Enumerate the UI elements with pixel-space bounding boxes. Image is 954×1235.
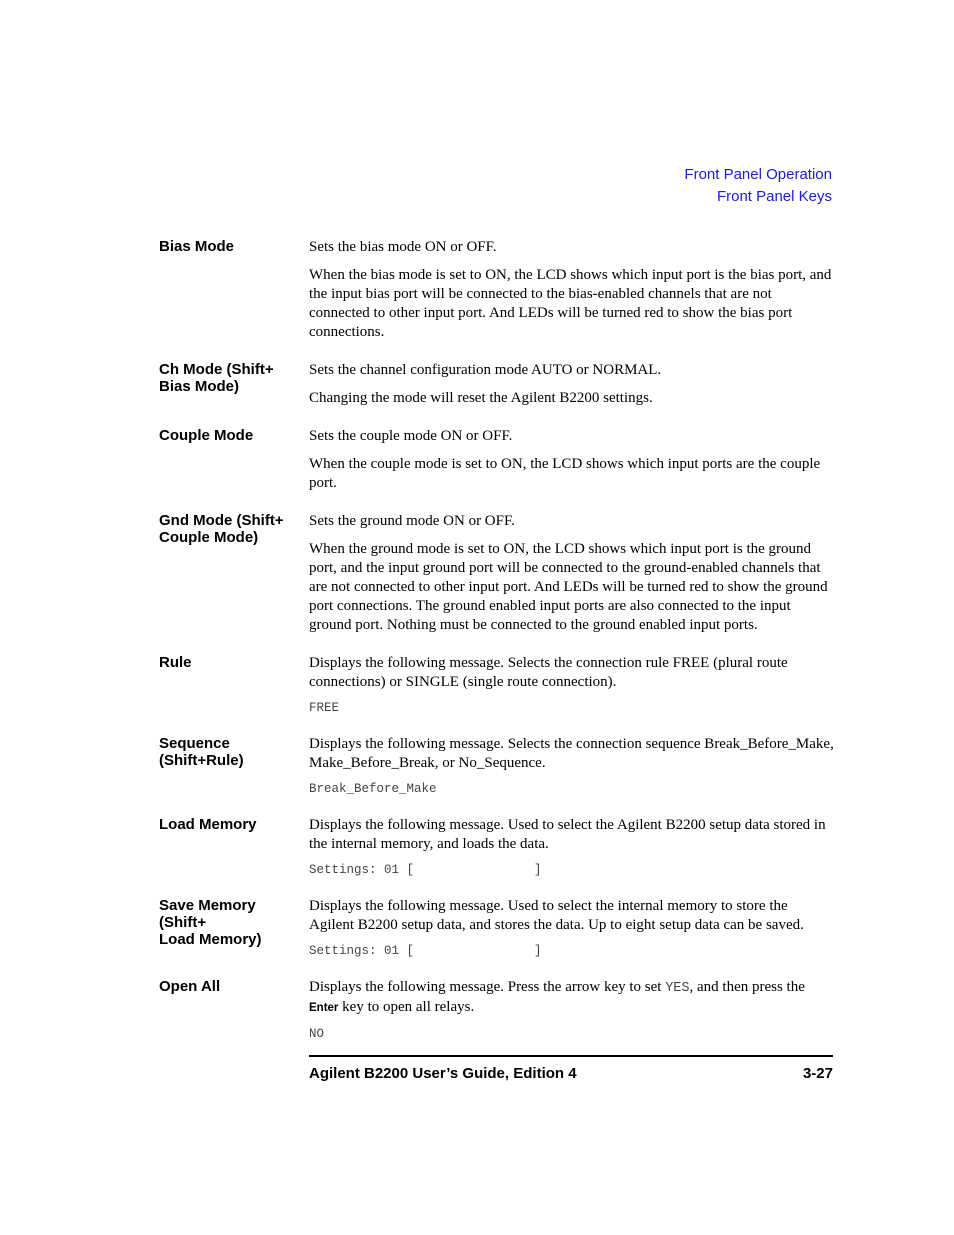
description: Displays the following message. Selects the connection sequence Break_Before_Make, Make_Before_Break, or No_Sequence. <box>309 736 834 771</box>
lcd-message: Settings: 01 [ ] <box>309 944 542 958</box>
term-ch-mode <box>159 361 299 395</box>
entry-ch-mode <box>159 361 834 408</box>
entry-open-all <box>159 978 834 1042</box>
description: Changing the mode will reset the Agilent B2200 settings. <box>309 390 653 406</box>
term-couple-mode: Couple Mode <box>159 427 254 444</box>
term-line: Bias Mode) <box>159 378 240 395</box>
description: Displays the following message. Used to select the Agilent B2200 setup data stored in the internal memory, and loads the data. <box>309 817 826 852</box>
running-header <box>684 164 832 208</box>
term-line: Ch Mode (Shift+ <box>159 361 274 378</box>
term-line: (Shift+ <box>159 914 207 931</box>
entry-save-memory <box>159 897 834 959</box>
description-text: Displays the following message. Press the arrow key to set <box>309 979 662 995</box>
header-link-front-panel-operation[interactable]: Front Panel Operation <box>684 166 832 183</box>
description: Sets the bias mode ON or OFF. <box>309 239 497 255</box>
entry-sequence <box>159 735 834 797</box>
description-text: key to open all relays. <box>342 999 475 1015</box>
lcd-message: Break_Before_Make <box>309 782 437 796</box>
description: When the couple mode is set to ON, the LCD shows which input ports are the couple port. <box>309 456 821 491</box>
term-bias-mode: Bias Mode <box>159 238 235 255</box>
description: When the bias mode is set to ON, the LCD shows which input port is the bias port, and the input bias port will be connected to the bias-enabled channels that are not connected to other input port. And LEDs will be turned red to show the bias port connections. <box>309 267 832 340</box>
term-load-memory: Load Memory <box>159 816 257 833</box>
term-line: Load Memory) <box>159 931 262 948</box>
term-line: Save Memory <box>159 897 256 914</box>
description <box>309 978 834 1018</box>
term-open-all: Open All <box>159 978 221 995</box>
entry-couple-mode <box>159 427 834 493</box>
term-line: Gnd Mode (Shift+ <box>159 512 284 529</box>
entry-gnd-mode <box>159 512 834 635</box>
enter-key-label: Enter <box>309 1002 339 1014</box>
term-line: (Shift+Rule) <box>159 752 244 769</box>
lcd-message: NO <box>309 1027 325 1041</box>
description-text: , and then press the <box>689 979 805 995</box>
page-footer <box>309 1055 833 1082</box>
footer-title: Agilent B2200 User’s Guide, Edition 4 <box>309 1065 577 1082</box>
page-number: 3-27 <box>802 1065 833 1082</box>
term-line: Couple Mode) <box>159 529 259 546</box>
term-rule: Rule <box>159 654 192 671</box>
term-line: Sequence <box>159 735 230 752</box>
header-link-front-panel-keys[interactable]: Front Panel Keys <box>716 188 832 205</box>
description: Sets the ground mode ON or OFF. <box>309 513 515 529</box>
term-sequence <box>159 735 299 769</box>
key-definitions <box>159 238 834 1042</box>
entry-rule <box>159 654 834 716</box>
entry-bias-mode <box>159 238 834 342</box>
description: Sets the couple mode ON or OFF. <box>309 428 513 444</box>
lcd-message: Settings: 01 [ ] <box>309 863 542 877</box>
term-gnd-mode <box>159 512 299 546</box>
description: Sets the channel configuration mode AUTO or NORMAL. <box>309 362 662 378</box>
description: Displays the following message. Selects the connection rule FREE (plural route connections) or SINGLE (single route connection). <box>309 655 788 690</box>
inline-code: YES <box>665 981 690 996</box>
entry-load-memory <box>159 816 834 878</box>
lcd-message: FREE <box>309 701 340 715</box>
description: When the ground mode is set to ON, the LCD shows which input port is the ground port, and the input ground port will be connected to the ground-enabled channels that are not connected to other input port. And LEDs will be turned red to show the ground port connections. The ground enabled input ports are also connected to the input ground port. Nothing must be connected to the ground enabled input ports. <box>309 541 828 633</box>
term-save-memory <box>159 897 299 948</box>
description: Displays the following message. Used to select the internal memory to store the Agilent B2200 setup data, and stores the data. Up to eight setup data can be saved. <box>309 898 804 933</box>
